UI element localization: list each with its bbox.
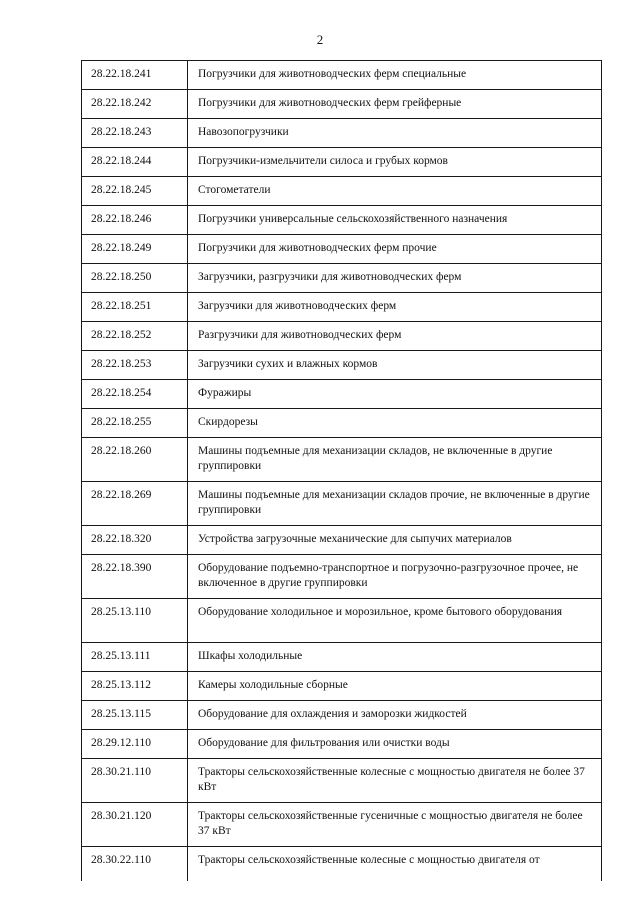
okpd-code-cell: 28.25.13.115 [82,701,188,730]
okpd-code-cell: 28.30.21.110 [82,759,188,803]
okpd-code-cell: 28.25.13.111 [82,643,188,672]
okpd-code-cell: 28.22.18.241 [82,61,188,90]
okpd-code-cell: 28.30.22.110 [82,847,188,881]
table-row [82,526,602,555]
okpd-code-cell: 28.22.18.246 [82,206,188,235]
okpd-code-cell: 28.22.18.249 [82,235,188,264]
table-row [82,701,602,730]
table-row [82,177,602,206]
okpd-code-cell: 28.22.18.252 [82,322,188,351]
okpd-code-cell: 28.25.13.110 [82,599,188,643]
product-name-cell: Загрузчики для животноводческих ферм [188,293,602,322]
table-row [82,672,602,701]
table-row [82,803,602,847]
table-row [82,206,602,235]
table-row [82,847,602,881]
table-row [82,90,602,119]
product-name-cell: Тракторы сельскохозяйственные колесные с мощностью двигателя от [188,847,602,881]
product-name-cell: Скирдорезы [188,409,602,438]
product-name-cell: Погрузчики для животноводческих ферм грейферные [188,90,602,119]
product-name-cell: Загрузчики сухих и влажных кормов [188,351,602,380]
okpd-code-cell: 28.22.18.253 [82,351,188,380]
table-row [82,643,602,672]
table-row [82,482,602,526]
product-name-cell: Стогометатели [188,177,602,206]
table-row [82,555,602,599]
classification-table [81,60,602,881]
table-row [82,730,602,759]
okpd-code-cell: 28.22.18.390 [82,555,188,599]
product-name-cell: Погрузчики для животноводческих ферм специальные [188,61,602,90]
okpd-code-cell: 28.22.18.269 [82,482,188,526]
okpd-code-cell: 28.22.18.320 [82,526,188,555]
table-row [82,409,602,438]
okpd-code-cell: 28.22.18.245 [82,177,188,206]
okpd-code-cell: 28.22.18.242 [82,90,188,119]
product-name-cell: Устройства загрузочные механические для сыпучих материалов [188,526,602,555]
product-name-cell: Оборудование для фильтрования или очистки воды [188,730,602,759]
table-row [82,61,602,90]
product-name-cell: Камеры холодильные сборные [188,672,602,701]
table-row [82,599,602,643]
okpd-code-cell: 28.22.18.250 [82,264,188,293]
okpd-code-cell: 28.22.18.251 [82,293,188,322]
product-name-cell: Погрузчики для животноводческих ферм прочие [188,235,602,264]
table-row [82,438,602,482]
table-row [82,351,602,380]
product-name-cell: Тракторы сельскохозяйственные гусеничные с мощностью двигателя не более 37 кВт [188,803,602,847]
table-row [82,119,602,148]
product-name-cell: Погрузчики-измельчители силоса и грубых кормов [188,148,602,177]
product-name-cell: Оборудование холодильное и морозильное, кроме бытового оборудования [188,599,602,643]
product-name-cell: Тракторы сельскохозяйственные колесные с мощностью двигателя не более 37 кВт [188,759,602,803]
product-name-cell: Разгрузчики для животноводческих ферм [188,322,602,351]
table-row [82,264,602,293]
okpd-code-cell: 28.22.18.255 [82,409,188,438]
table-body [82,61,602,881]
product-name-cell: Шкафы холодильные [188,643,602,672]
product-name-cell: Оборудование подъемно-транспортное и погрузочно-разгрузочное прочее, не включенное в другие группировки [188,555,602,599]
table-row [82,148,602,177]
product-name-cell: Оборудование для охлаждения и заморозки жидкостей [188,701,602,730]
product-name-cell: Погрузчики универсальные сельскохозяйственного назначения [188,206,602,235]
okpd-code-cell: 28.29.12.110 [82,730,188,759]
okpd-code-cell: 28.30.21.120 [82,803,188,847]
product-name-cell: Машины подъемные для механизации складов прочие, не включенные в другие группировки [188,482,602,526]
okpd-code-cell: 28.22.18.244 [82,148,188,177]
table-row [82,322,602,351]
product-name-cell: Фуражиры [188,380,602,409]
product-name-cell: Машины подъемные для механизации складов, не включенные в другие группировки [188,438,602,482]
table-row [82,235,602,264]
okpd-code-cell: 28.22.18.254 [82,380,188,409]
product-name-cell: Навозопогрузчики [188,119,602,148]
product-name-cell: Загрузчики, разгрузчики для животноводческих ферм [188,264,602,293]
page-number: 2 [316,32,324,47]
table-row [82,293,602,322]
okpd-code-cell: 28.25.13.112 [82,672,188,701]
table-row [82,380,602,409]
table-row [82,759,602,803]
okpd-code-cell: 28.22.18.243 [82,119,188,148]
okpd-code-cell: 28.22.18.260 [82,438,188,482]
